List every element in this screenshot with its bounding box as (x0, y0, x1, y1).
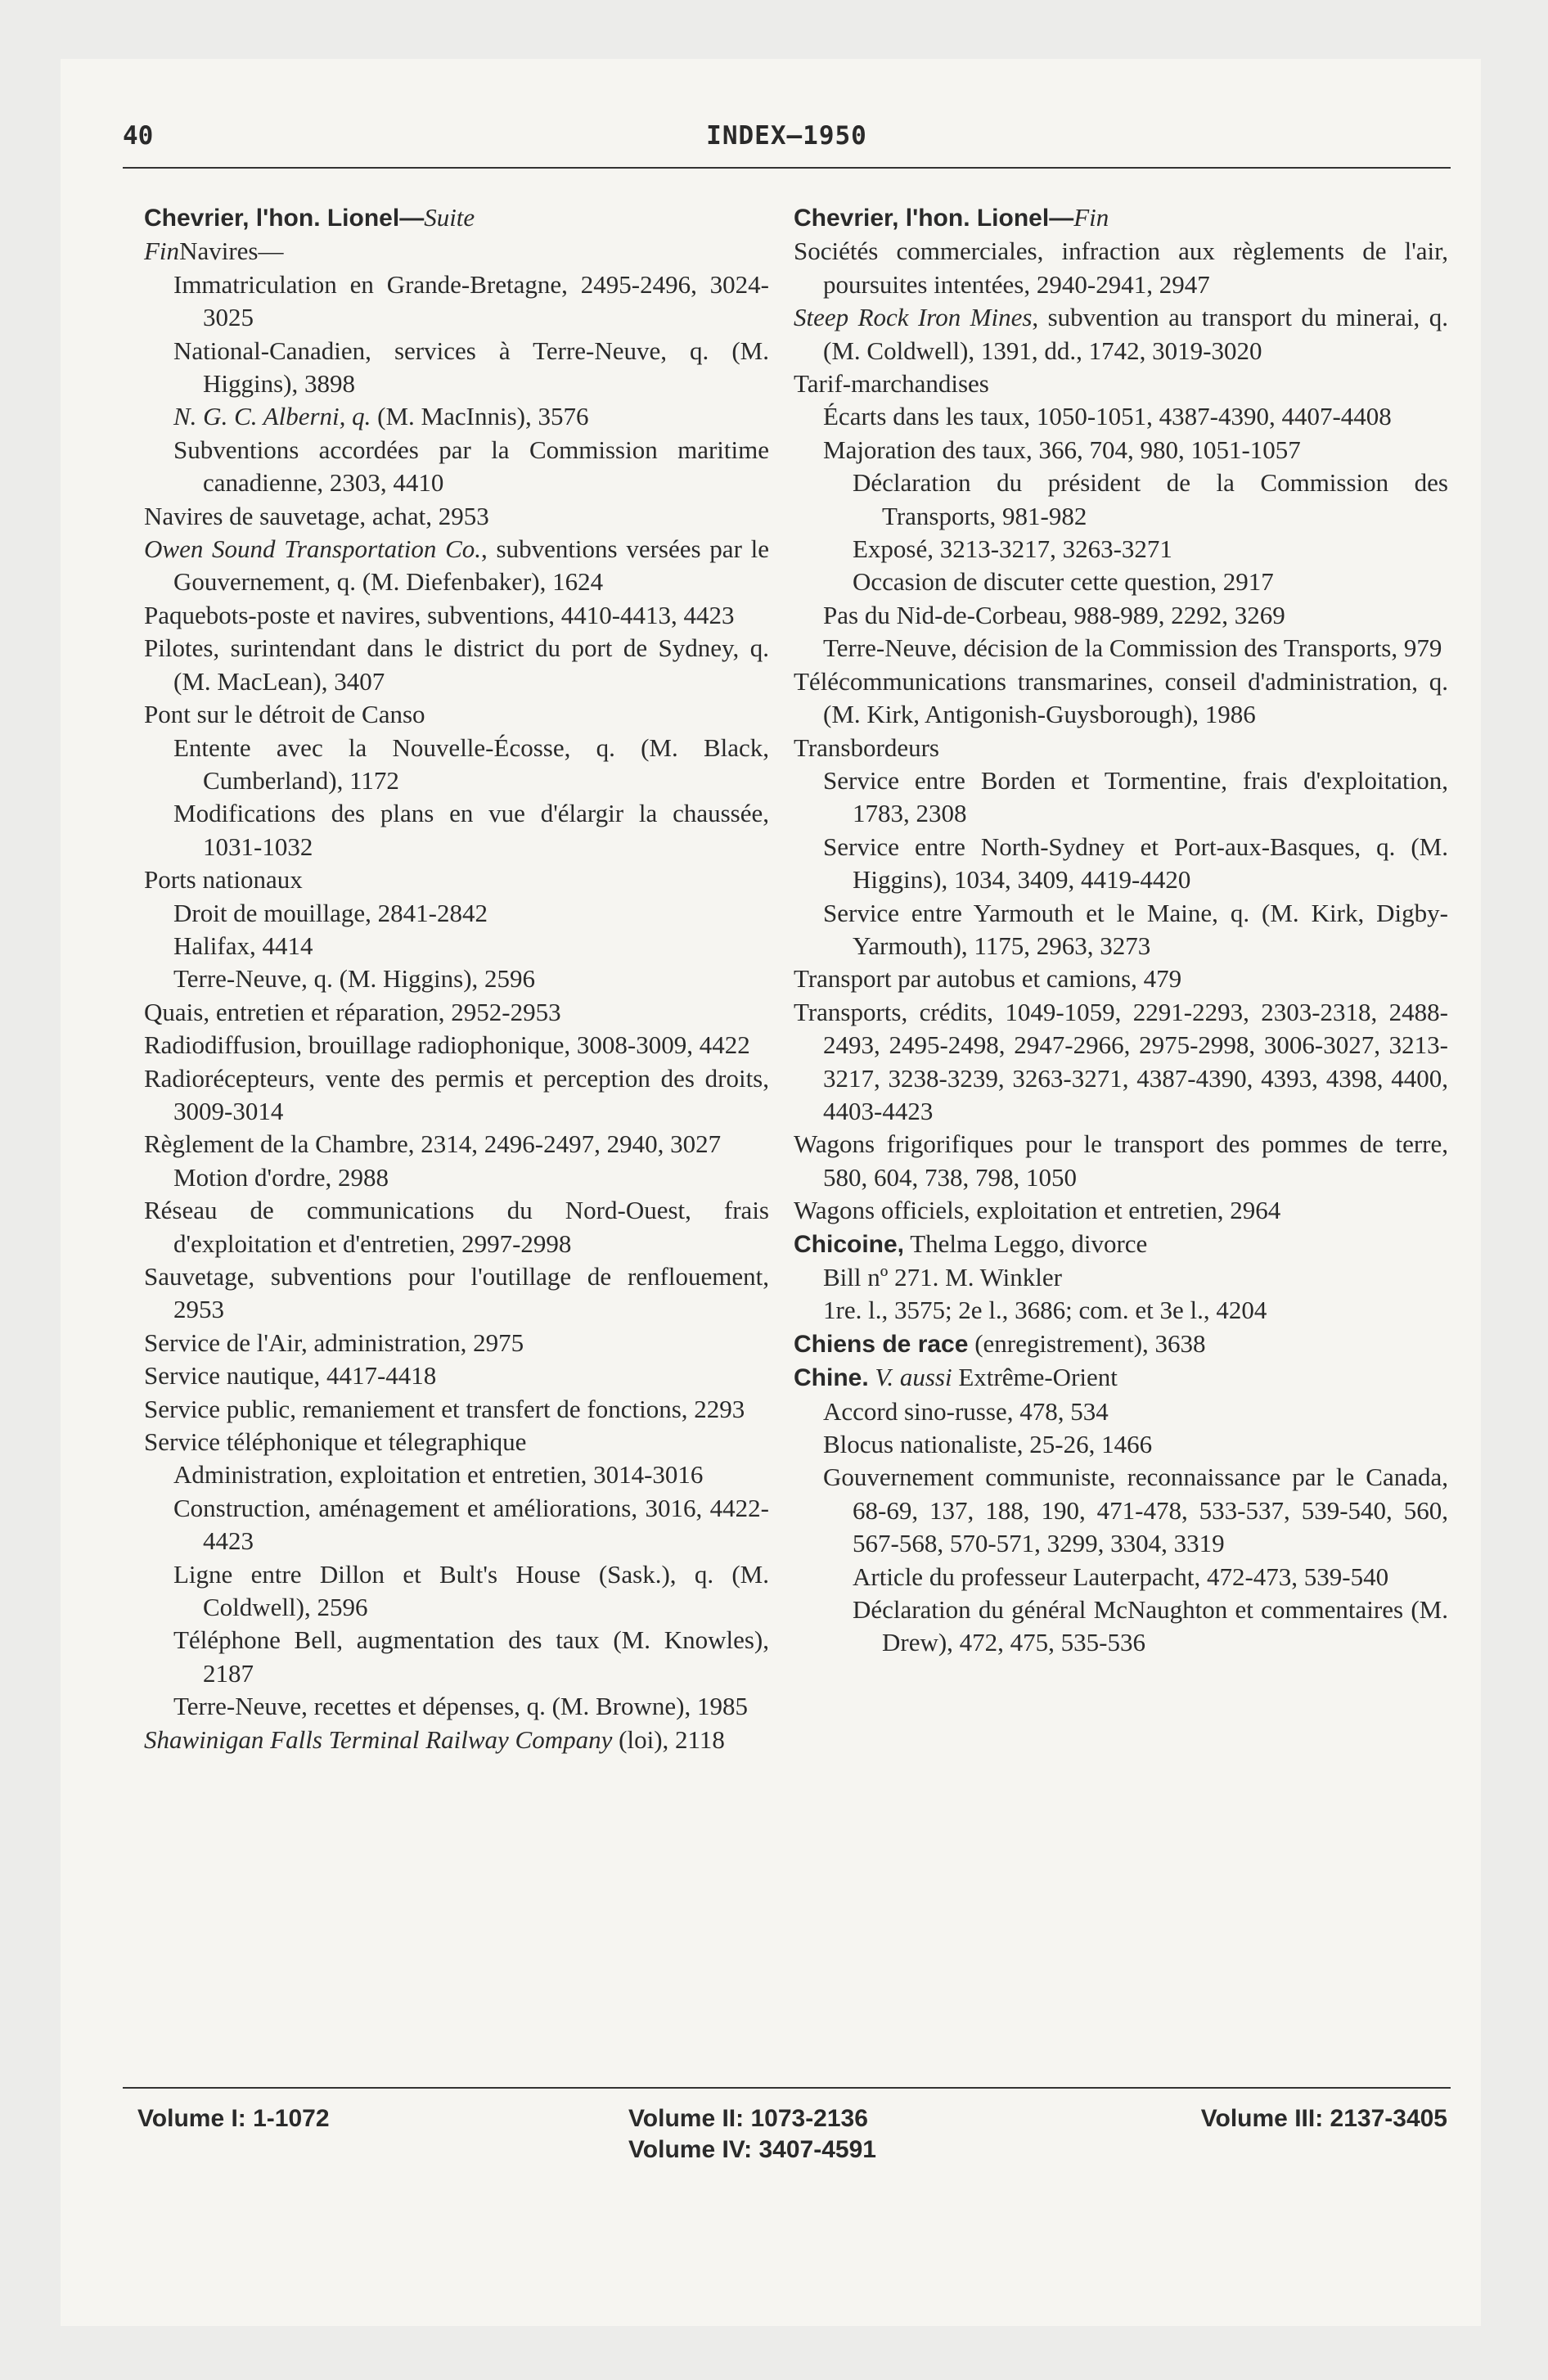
page-number: 40 (123, 121, 154, 151)
entry-text: 1re. l., 3575; 2e l., 3686; com. et 3e l., 4204 (823, 1296, 1267, 1325)
entry-text: Motion d'ordre, 2988 (173, 1162, 389, 1192)
entry-text: Terre-Neuve, recettes et dépenses, q. (M. Browne), 1985 (173, 1692, 748, 1721)
entry-text: Transbordeurs (794, 732, 939, 762)
entry-text: Halifax, 4414 (173, 931, 313, 960)
volume-4-range: Volume IV: 3407-4591 (628, 2136, 876, 2163)
index-entry (823, 1395, 1448, 1428)
entry-text: Terre-Neuve, décision de la Commission des Transports, 979 (823, 633, 1442, 663)
index-entry (823, 1294, 1448, 1327)
entry-text: Navires— (179, 237, 284, 266)
index-entry (144, 1426, 769, 1458)
index-entry (823, 434, 1448, 467)
index-entry (173, 400, 769, 433)
index-entry (173, 1624, 769, 1690)
index-entry (173, 897, 769, 930)
index-entry (794, 367, 1448, 400)
entry-text: Radiodiffusion, brouillage radiophonique, 3008-3009, 4422 (144, 1030, 750, 1060)
index-entry (144, 1260, 769, 1327)
entry-text: Déclaration du président de la Commission des Transports, 981-982 (853, 468, 1448, 530)
entry-text: Gouvernement communiste, reconnaissance par le Canada, 68-69, 137, 188, 190, 471-478, 533-537, 539-540, 560, 567-568, 570-571, 3299, 3304, 3319 (823, 1463, 1448, 1558)
entry-text: Paquebots-poste et navires, subventions, 4410-4413, 4423 (144, 600, 735, 629)
running-title: INDEX—1950 (706, 121, 867, 151)
index-entry (794, 962, 1448, 995)
index-entry (853, 566, 1448, 598)
index-column-left (144, 201, 769, 1756)
entry-text: Règlement de la Chambre, 2314, 2496-2497, 2940, 3027 (144, 1129, 722, 1159)
index-entry (144, 698, 769, 731)
volume-3-range: Volume III: 2137-3405 (1200, 2105, 1447, 2132)
index-entry (144, 1327, 769, 1359)
entry-text: Administration, exploitation et entretien, 3014-3016 (173, 1460, 704, 1490)
entry-italic: Shawinigan Falls Terminal Railway Company (144, 1724, 613, 1754)
volume-footer (123, 2103, 1451, 2169)
entry-head: Chiens de race (794, 1330, 969, 1358)
entry-head: Chevrier, l'hon. Lionel— (144, 205, 425, 232)
index-entry (173, 1492, 769, 1558)
index-entry (144, 1359, 769, 1392)
index-entry (173, 1458, 769, 1491)
entry-text: Extrême-Orient (952, 1363, 1118, 1392)
entry-text: Occasion de discuter cette question, 2917 (853, 567, 1274, 597)
index-entry (794, 1327, 1448, 1361)
entry-text: Ports nationaux (144, 865, 303, 895)
entry-text: Déclaration du général McNaughton et commentaires (M. Drew), 472, 475, 535-536 (853, 1595, 1448, 1657)
index-entry (144, 1393, 769, 1426)
entry-italic-tail: Fin (144, 237, 180, 266)
entry-text: Accord sino-russe, 478, 534 (823, 1396, 1109, 1426)
index-entry (794, 1228, 1448, 1261)
index-entry (823, 831, 1448, 897)
index-entry (794, 732, 1448, 764)
entry-italic: N. G. C. Alberni, q. (173, 402, 371, 431)
entry-head: Chicoine, (794, 1230, 905, 1258)
index-entry (144, 1194, 769, 1260)
index-entry (144, 533, 769, 599)
footer-rule (123, 2087, 1451, 2089)
index-entry (794, 235, 1448, 301)
index-entry (823, 1261, 1448, 1294)
entry-text: Terre-Neuve, q. (M. Higgins), 2596 (173, 964, 536, 994)
entry-text: Transports, crédits, 1049-1059, 2291-2293, 2303-2318, 2488-2493, 2495-2498, 2947-2966, 2975-2998, 3006-3027, 3213-3217, 3238-3239, 3263-3271, 4387-4390, 4393, 4398, 4400, 4403-4423 (794, 997, 1448, 1125)
entry-text: Quais, entretien et réparation, 2952-2953 (144, 997, 561, 1026)
index-entry (853, 1561, 1448, 1593)
index-entry (853, 467, 1448, 533)
index-entry (173, 732, 769, 798)
entry-text: (M. MacInnis), 3576 (371, 402, 589, 431)
entry-text: Pont sur le détroit de Canso (144, 700, 425, 729)
entry-text: Radiorécepteurs, vente des permis et perception des droits, 3009-3014 (144, 1063, 769, 1125)
entry-text: Immatriculation en Grande-Bretagne, 2495-2496, 3024-3025 (173, 269, 769, 332)
index-entry (144, 201, 769, 235)
entry-text: Tarif-marchandises (794, 369, 989, 399)
entry-text: Service entre Borden et Tormentine, frais d'exploitation, 1783, 2308 (823, 765, 1448, 828)
entry-text: Réseau de communications du Nord-Ouest, frais d'exploitation et d'entretien, 2997-2998 (144, 1196, 769, 1258)
entry-text: Télécommunications transmarines, conseil d'administration, q. (M. Kirk, Antigonish-Guysborough), 1986 (794, 666, 1448, 729)
index-entry (794, 1128, 1448, 1194)
index-entry (823, 400, 1448, 433)
entry-text: Thelma Leggo, divorce (904, 1228, 1148, 1258)
entry-text: Service nautique, 4417-4418 (144, 1361, 437, 1391)
index-entry (823, 897, 1448, 963)
index-entry (853, 1593, 1448, 1660)
entry-text: Entente avec la Nouvelle-Écosse, q. (M. Black, Cumberland), 1172 (173, 732, 769, 795)
volume-1-range: Volume I: 1-1072 (137, 2105, 330, 2132)
entry-italic-tail: Suite (424, 203, 475, 232)
entry-text: (loi), 2118 (612, 1724, 725, 1754)
index-entry (144, 1062, 769, 1129)
index-entry (794, 301, 1448, 367)
entry-text: Sociétés commerciales, infraction aux règlements de l'air, poursuites intentées, 2940-2941, 2947 (794, 237, 1448, 299)
entry-text: Sauvetage, subventions pour l'outillage de renflouement, 2953 (144, 1262, 769, 1324)
entry-text: National-Canadien, services à Terre-Neuve, q. (M. Higgins), 3898 (173, 336, 769, 399)
index-entry (823, 764, 1448, 831)
entry-text: Service public, remaniement et transfert de fonctions, 2293 (144, 1394, 745, 1423)
index-entry (144, 599, 769, 632)
index-entry (853, 533, 1448, 566)
index-entry (144, 1029, 769, 1062)
entry-text: Bill nº 271. M. Winkler (823, 1263, 1062, 1291)
index-entry (144, 500, 769, 533)
entry-italic-tail: Fin (1073, 203, 1109, 232)
entry-text: Service téléphonique et télegraphique (144, 1427, 527, 1457)
index-entry (823, 632, 1448, 665)
header-rule (123, 167, 1451, 169)
index-entry (794, 665, 1448, 732)
entry-text: (enregistrement), 3638 (968, 1328, 1206, 1358)
index-entry (144, 996, 769, 1029)
index-entry (173, 962, 769, 995)
index-entry (823, 1428, 1448, 1461)
index-entry (823, 599, 1448, 632)
entry-text: Navires de sauvetage, achat, 2953 (144, 501, 489, 530)
entry-text: Article du professeur Lauterpacht, 472-473, 539-540 (853, 1562, 1389, 1591)
entry-text: Blocus nationaliste, 25-26, 1466 (823, 1430, 1153, 1459)
entry-text: Écarts dans les taux, 1050-1051, 4387-4390, 4407-4408 (823, 402, 1392, 431)
entry-text: Wagons officiels, exploitation et entretien, 2964 (794, 1196, 1281, 1225)
index-entry (144, 632, 769, 698)
entry-text: Droit de mouillage, 2841-2842 (173, 898, 488, 927)
volume-2-range: Volume II: 1073-2136 (628, 2105, 868, 2132)
index-entry (794, 1194, 1448, 1227)
entry-text: Majoration des taux, 366, 704, 980, 1051-1057 (823, 435, 1301, 464)
index-entry (173, 930, 769, 962)
index-entry (144, 863, 769, 896)
entry-text: Ligne entre Dillon et Bult's House (Sask.), q. (M. Coldwell), 2596 (173, 1559, 769, 1622)
entry-text: Pilotes, surintendant dans le district du port de Sydney, q. (M. MacLean), 3407 (144, 633, 769, 696)
index-entry (794, 1361, 1448, 1395)
index-entry (144, 1128, 769, 1161)
index-entry (173, 268, 769, 335)
entry-text: Téléphone Bell, augmentation des taux (M. Knowles), 2187 (173, 1625, 769, 1688)
entry-text: Pas du Nid-de-Corbeau, 988-989, 2292, 3269 (823, 600, 1285, 629)
index-entry (173, 434, 769, 500)
index-entry (173, 797, 769, 863)
index-entry (173, 1690, 769, 1723)
entry-text: Construction, aménagement et améliorations, 3016, 4422-4423 (173, 1493, 769, 1556)
entry-head: Chine. (794, 1364, 869, 1392)
entry-text: , subvention au transport du minerai, q. (M. Coldwell), 1391, dd., 1742, 3019-3020 (823, 303, 1448, 365)
index-entry (794, 201, 1448, 235)
entry-italic: V. aussi (868, 1363, 952, 1392)
index-entry (173, 1558, 769, 1625)
entry-text: Service de l'Air, administration, 2975 (144, 1327, 524, 1357)
entry-text: Service entre Yarmouth et le Maine, q. (M. Kirk, Digby-Yarmouth), 1175, 2963, 3273 (823, 898, 1448, 960)
entry-text: Wagons frigorifiques pour le transport des pommes de terre, 580, 604, 738, 798, 1050 (794, 1129, 1448, 1192)
index-entry (794, 996, 1448, 1129)
index-entry (173, 1161, 769, 1194)
entry-head: Chevrier, l'hon. Lionel— (794, 205, 1074, 232)
entry-text: Service entre North-Sydney et Port-aux-Basques, q. (M. Higgins), 1034, 3409, 4419-4420 (823, 832, 1448, 895)
entry-italic: Steep Rock Iron Mines (794, 303, 1033, 332)
page-header (123, 121, 1451, 154)
entry-text: , subventions versées par le Gouvernement, q. (M. Diefenbaker), 1624 (173, 534, 769, 597)
index-entry (144, 1724, 769, 1756)
entry-text: Modifications des plans en vue d'élargir la chaussée, 1031-1032 (173, 799, 769, 861)
entry-italic: Owen Sound Transportation Co. (144, 534, 482, 564)
entry-text: Subventions accordées par la Commission maritime canadienne, 2303, 4410 (173, 435, 769, 498)
index-entry (144, 235, 769, 268)
entry-text: Exposé, 3213-3217, 3263-3271 (853, 534, 1172, 564)
index-column-right (794, 201, 1448, 1660)
entry-text: Transport par autobus et camions, 479 (794, 964, 1182, 994)
index-entry (173, 335, 769, 401)
index-entry (823, 1461, 1448, 1560)
